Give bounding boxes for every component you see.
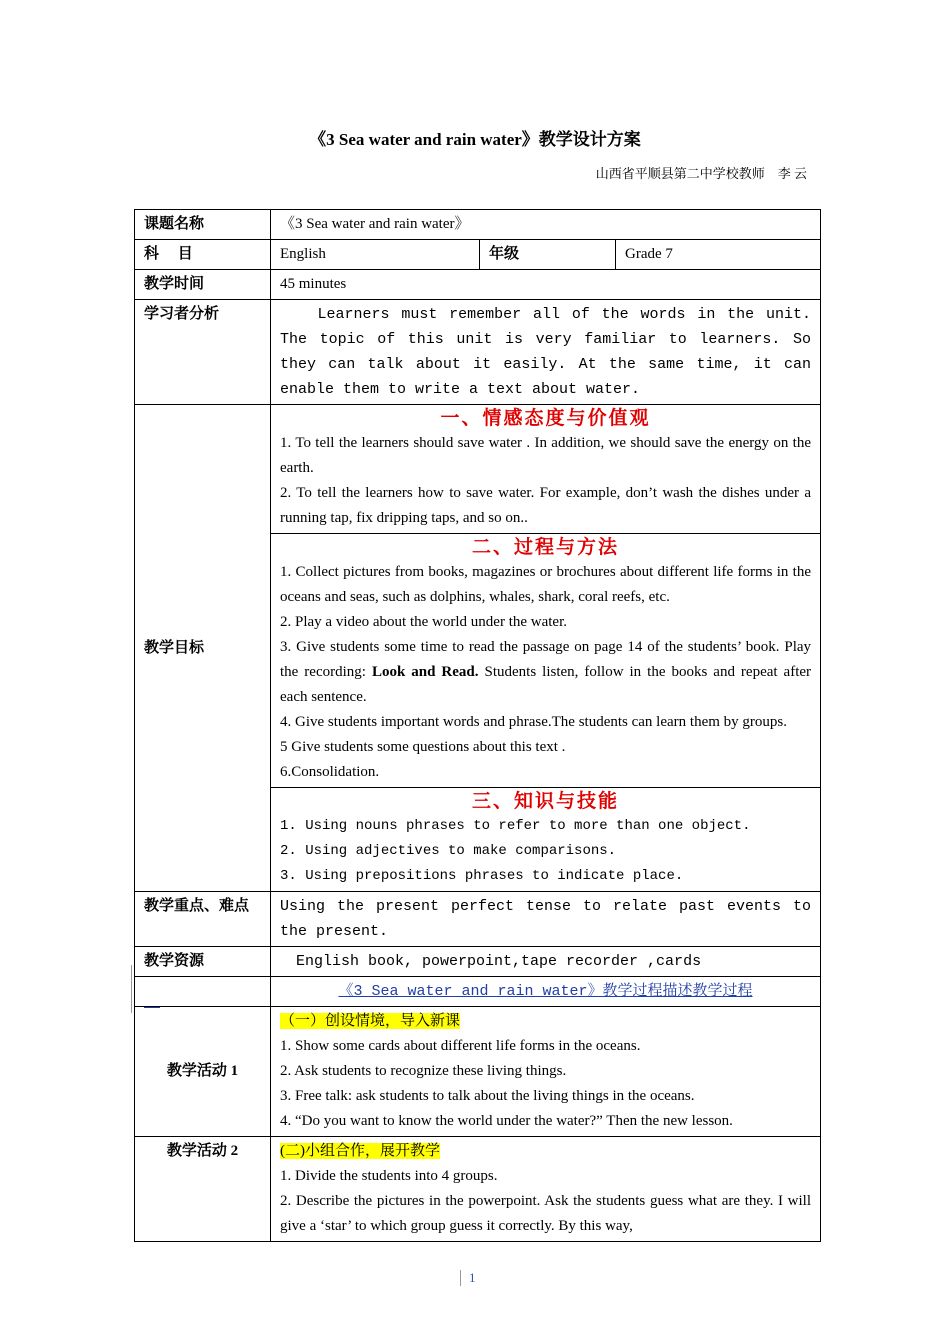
- activity1-heading: （一）创设情境，导入新课: [280, 1013, 461, 1029]
- goal1-item: 2. To tell the learners how to save water. For example, don’t wash the dishes under a running tap, fix dripping taps, and so on..: [280, 485, 812, 526]
- row-subject: [135, 240, 821, 270]
- goal2-item: 6.Consolidation.: [280, 764, 380, 780]
- activity2-item: 1. Divide the students into 4 groups.: [280, 1168, 498, 1184]
- row-goals-1: [135, 405, 821, 534]
- goal2-item3-bold: Look and Read.: [371, 664, 479, 680]
- document-title: 《3 Sea water and rain water》教学设计方案: [309, 130, 641, 149]
- goal2-item: 2. Play a video about the world under the water.: [280, 614, 568, 630]
- row-process-title: [135, 977, 821, 1007]
- goal-section-3: [271, 788, 821, 892]
- row-learner: [135, 300, 821, 405]
- goal2-title: 二、过程与方法: [472, 537, 620, 558]
- activity2-content: [271, 1137, 821, 1242]
- goal2-item-3: [280, 635, 811, 710]
- row-activity-2: [135, 1137, 821, 1242]
- lesson-plan-table: [134, 209, 821, 1242]
- activity1-item: 4. “Do you want to know the world under the water?” Then the new lesson.: [280, 1113, 733, 1129]
- goal3-title: 三、知识与技能: [472, 791, 620, 812]
- goals-label: 教学目标: [135, 405, 271, 892]
- goal-section-1: [271, 405, 821, 534]
- grade-label: 年级: [480, 240, 616, 270]
- resource-label: 教学资源: [135, 947, 271, 977]
- goal3-item: 1. Using nouns phrases to refer to more than one object.: [280, 818, 751, 834]
- margin-mark: [131, 965, 132, 1013]
- process-title: 《3 Sea water and rain water》教学过程描述教学过程: [271, 977, 821, 1007]
- topic-label: 课题名称: [135, 210, 271, 240]
- author-line: 山西省平顺县第二中学校教师 李 云: [595, 166, 807, 181]
- topic-value: 《3 Sea water and rain water》: [271, 210, 821, 240]
- goal3-item: 3. Using prepositions phrases to indicate place.: [280, 868, 684, 884]
- goal1-item: 1. To tell the learners should save water . In addition, we should save the energy on the earth.: [280, 435, 812, 476]
- row-topic: [135, 210, 821, 240]
- activity2-item: 2. Describe the pictures in the powerpoint. Ask the students guess what are they. I will give a ‘star’ to which group guess it correctly. By this way,: [280, 1193, 812, 1234]
- activity1-item: 3. Free talk: ask students to talk about the living things in the oceans.: [280, 1088, 695, 1104]
- goal2-item: 1. Collect pictures from books, magazines or brochures about different life forms in the oceans and seas, such as dolphins, whales, shark, coral reefs, etc.: [280, 564, 812, 605]
- focus-label: 教学重点、难点: [135, 892, 271, 947]
- focus-value: Using the present perfect tense to relate past events to the present.: [271, 892, 821, 947]
- activity2-label: 教学活动 2: [135, 1137, 271, 1242]
- goal2-item3-text-b: Students listen, follow in the books and repeat after each sentence.: [280, 664, 812, 705]
- empty-cell: [135, 977, 271, 1007]
- goal1-title: 一、情感态度与价值观: [440, 408, 651, 429]
- activity1-item: 1. Show some cards about different life forms in the oceans.: [280, 1038, 641, 1054]
- goal2-item: 4. Give students important words and phrase.The students can learn them by groups.: [280, 714, 787, 730]
- subject-value: English: [271, 240, 480, 270]
- activity1-content: [271, 1007, 821, 1137]
- grade-value: Grade 7: [616, 240, 821, 270]
- page-number: 1: [460, 1270, 476, 1286]
- goal-section-2: [271, 534, 821, 788]
- activity1-label: 教学活动 1: [135, 1007, 271, 1137]
- row-activity-1: [135, 1007, 821, 1137]
- activity1-item: 2. Ask students to recognize these living things.: [280, 1063, 567, 1079]
- learner-label: 学习者分析: [135, 300, 271, 405]
- time-value: 45 minutes: [271, 270, 821, 300]
- time-label: 教学时间: [135, 270, 271, 300]
- row-time: [135, 270, 821, 300]
- goal2-item3-text-a: 3. Give students some time to read the passage on page 14 of the students’ book. Play the recording:: [280, 639, 812, 680]
- subject-label: 科 目: [135, 240, 271, 270]
- goal2-item: 5 Give students some questions about this text .: [280, 739, 566, 755]
- row-resource: [135, 947, 821, 977]
- activity2-heading: (二)小组合作，展开教学: [280, 1143, 440, 1159]
- resource-value: English book, powerpoint,tape recorder ,cards: [271, 947, 821, 977]
- learner-value: Learners must remember all of the words in the unit. The topic of this unit is very familiar to learners. So they can talk about it easily. At the same time, it can enable them to write a text about water.: [271, 300, 821, 405]
- goal3-item: 2. Using adjectives to make comparisons.: [280, 843, 617, 859]
- row-focus: [135, 892, 821, 947]
